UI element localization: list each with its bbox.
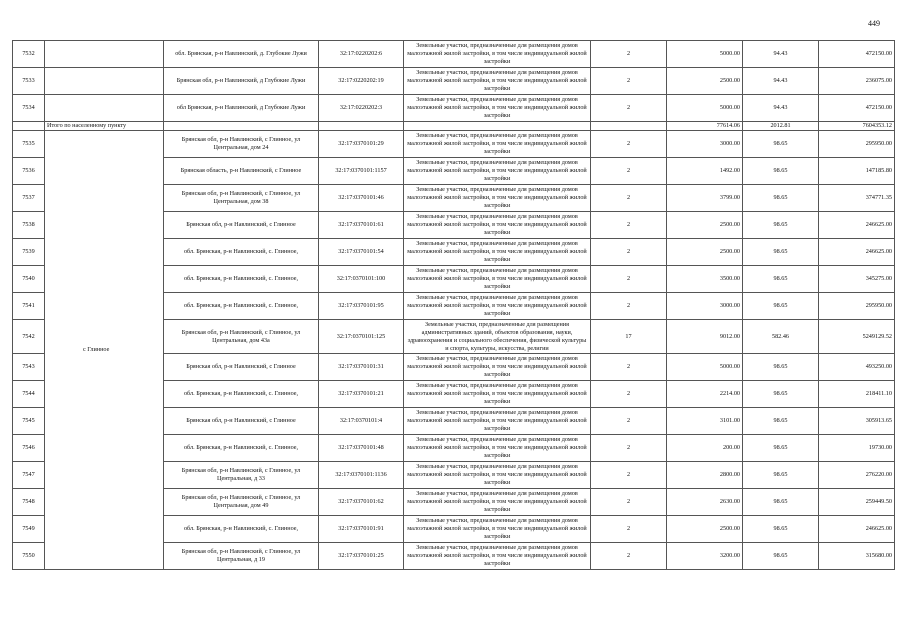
land-use-cell: Земельные участки, предназначенные для размещения домов малоэтажной жилой застройки, в том числе индивидуальной жилой застройки — [404, 354, 591, 381]
cadastral-number-cell: 32:17:0370101:62 — [319, 489, 404, 516]
unit-price-cell: 98.65 — [743, 131, 819, 158]
address-cell: Брянская обл, р-н Навлинский, с Глинное — [164, 354, 319, 381]
use-code-cell: 2 — [591, 185, 667, 212]
land-use-cell: Земельные участки, предназначенные для размещения домов малоэтажной жилой застройки, в том числе индивидуальной жилой застройки — [404, 489, 591, 516]
cadastral-number-cell: 32:17:0370101:1157 — [319, 158, 404, 185]
locality-cell — [45, 95, 164, 122]
land-use-cell: Земельные участки, предназначенные для размещения домов малоэтажной жилой застройки, в том числе индивидуальной жилой застройки — [404, 68, 591, 95]
total-empty-cell — [404, 122, 591, 131]
cadastral-value-cell: 374771.35 — [819, 185, 895, 212]
locality-name: с Глинное — [45, 131, 164, 570]
row-number: 7541 — [13, 293, 45, 320]
land-registry-table — [12, 40, 895, 570]
address-cell: Брянская обл, р-н Навлинский, с Глинное — [164, 212, 319, 239]
use-code-cell: 2 — [591, 239, 667, 266]
area-cell: 2800.00 — [667, 462, 743, 489]
address-cell: Брянская обл, р-н Навлинский, с Глинное, ул Центральная, дом 49 — [164, 489, 319, 516]
unit-price-cell: 98.65 — [743, 266, 819, 293]
land-use-cell: Земельные участки, предназначенные для размещения домов малоэтажной жилой застройки, в том числе индивидуальной жилой застройки — [404, 239, 591, 266]
unit-price-cell: 98.65 — [743, 293, 819, 320]
page-number: 449 — [868, 19, 880, 28]
row-number: 7535 — [13, 131, 45, 158]
area-cell: 2500.00 — [667, 68, 743, 95]
unit-price-cell: 98.65 — [743, 408, 819, 435]
unit-price-cell: 94.43 — [743, 41, 819, 68]
unit-price-cell: 98.65 — [743, 354, 819, 381]
land-use-cell: Земельные участки, предназначенные для размещения домов малоэтажной жилой застройки, в том числе индивидуальной жилой застройки — [404, 158, 591, 185]
cadastral-value-cell: 295950.00 — [819, 293, 895, 320]
use-code-cell: 2 — [591, 41, 667, 68]
unit-price-cell: 98.65 — [743, 435, 819, 462]
row-number: 7548 — [13, 489, 45, 516]
cadastral-value-cell: 305913.65 — [819, 408, 895, 435]
cadastral-number-cell: 32:17:0370101:31 — [319, 354, 404, 381]
use-code-cell: 2 — [591, 462, 667, 489]
cadastral-number-cell: 32:17:0370101:125 — [319, 320, 404, 354]
unit-price-cell: 94.43 — [743, 95, 819, 122]
address-cell: Брянская обл, р-н Навлинский, д Глубокие Лужи — [164, 68, 319, 95]
cadastral-value-cell: 295950.00 — [819, 131, 895, 158]
row-number: 7538 — [13, 212, 45, 239]
land-use-cell: Земельные участки, предназначенные для размещения домов малоэтажной жилой застройки, в том числе индивидуальной жилой застройки — [404, 408, 591, 435]
cadastral-number-cell: 32:17:0370101:100 — [319, 266, 404, 293]
area-cell: 2500.00 — [667, 239, 743, 266]
land-use-cell: Земельные участки, предназначенные для размещения домов малоэтажной жилой застройки, в том числе индивидуальной жилой застройки — [404, 41, 591, 68]
area-cell: 5000.00 — [667, 41, 743, 68]
cadastral-value-cell: 246625.00 — [819, 516, 895, 543]
cadastral-number-cell: 32:17:0370101:46 — [319, 185, 404, 212]
use-code-cell: 2 — [591, 131, 667, 158]
row-number: 7550 — [13, 543, 45, 570]
row-number: 7544 — [13, 381, 45, 408]
cadastral-number-cell: 32:17:0370101:61 — [319, 212, 404, 239]
unit-price-cell: 98.65 — [743, 239, 819, 266]
area-cell: 3200.00 — [667, 543, 743, 570]
address-cell: обл Брянская, р-н Навлинский, д Глубокие Лужи — [164, 95, 319, 122]
address-cell: обл. Брянская, р-н Навлинский, с. Глинное, — [164, 516, 319, 543]
cadastral-number-cell: 32:17:0370101:21 — [319, 381, 404, 408]
area-cell: 5000.00 — [667, 354, 743, 381]
cadastral-value-cell: 218411.10 — [819, 381, 895, 408]
row-number: 7542 — [13, 320, 45, 354]
use-code-cell: 2 — [591, 266, 667, 293]
unit-price-cell: 98.65 — [743, 381, 819, 408]
cadastral-number-cell: 32:17:0220202:3 — [319, 95, 404, 122]
row-number: 7543 — [13, 354, 45, 381]
row-number: 7546 — [13, 435, 45, 462]
area-cell: 9012.00 — [667, 320, 743, 354]
area-cell: 2630.00 — [667, 489, 743, 516]
area-cell: 3799.00 — [667, 185, 743, 212]
land-use-cell: Земельные участки, предназначенные для размещения домов малоэтажной жилой застройки, в том числе индивидуальной жилой застройки — [404, 381, 591, 408]
area-cell: 2500.00 — [667, 516, 743, 543]
use-code-cell: 2 — [591, 489, 667, 516]
table-row — [13, 131, 895, 158]
cadastral-number-cell: 32:17:0220202:6 — [319, 41, 404, 68]
cadastral-number-cell: 32:17:0370101:4 — [319, 408, 404, 435]
row-number: 7549 — [13, 516, 45, 543]
unit-price-cell: 94.43 — [743, 68, 819, 95]
use-code-cell: 2 — [591, 408, 667, 435]
area-cell: 2214.00 — [667, 381, 743, 408]
use-code-cell: 17 — [591, 320, 667, 354]
land-use-cell: Земельные участки, предназначенные для размещения домов малоэтажной жилой застройки, в том числе индивидуальной жилой застройки — [404, 516, 591, 543]
cadastral-value-cell: 5249129.52 — [819, 320, 895, 354]
area-cell: 3000.00 — [667, 293, 743, 320]
cadastral-value-cell: 472150.00 — [819, 95, 895, 122]
area-cell: 3101.00 — [667, 408, 743, 435]
address-cell: обл. Брянская, р-н Навлинский, с. Глинное, — [164, 435, 319, 462]
use-code-cell: 2 — [591, 354, 667, 381]
area-cell: 3000.00 — [667, 131, 743, 158]
use-code-cell: 2 — [591, 95, 667, 122]
cadastral-number-cell: 32:17:0370101:91 — [319, 516, 404, 543]
unit-price-cell: 98.65 — [743, 489, 819, 516]
row-number: 7534 — [13, 95, 45, 122]
land-use-cell: Земельные участки, предназначенные для размещения домов малоэтажной жилой застройки, в том числе индивидуальной жилой застройки — [404, 131, 591, 158]
cadastral-value-cell: 493250.00 — [819, 354, 895, 381]
cadastral-number-cell: 32:17:0370101:95 — [319, 293, 404, 320]
address-cell: Брянская обл, р-н Навлинский, с Глинное, ул Центральная, дом 38 — [164, 185, 319, 212]
total-empty-cell — [319, 122, 404, 131]
row-number: 7539 — [13, 239, 45, 266]
land-use-cell: Земельные участки, предназначенные для размещения домов малоэтажной жилой застройки, в том числе индивидуальной жилой застройки — [404, 543, 591, 570]
cadastral-value-cell: 259449.50 — [819, 489, 895, 516]
table-row — [13, 95, 895, 122]
cadastral-value-cell: 315680.00 — [819, 543, 895, 570]
use-code-cell: 2 — [591, 516, 667, 543]
use-code-cell: 2 — [591, 543, 667, 570]
area-cell: 3500.00 — [667, 266, 743, 293]
use-code-cell: 2 — [591, 212, 667, 239]
address-cell: обл. Брянская, р-н Навлинский, с. Глинное, — [164, 381, 319, 408]
row-number: 7532 — [13, 41, 45, 68]
unit-price-cell: 98.65 — [743, 462, 819, 489]
area-cell: 1492.00 — [667, 158, 743, 185]
use-code-cell: 2 — [591, 293, 667, 320]
cadastral-value-cell: 19730.00 — [819, 435, 895, 462]
unit-price-cell: 98.65 — [743, 543, 819, 570]
land-use-cell: Земельные участки, предназначенные для размещения домов малоэтажной жилой застройки, в том числе индивидуальной жилой застройки — [404, 185, 591, 212]
cadastral-value-cell: 472150.00 — [819, 41, 895, 68]
land-use-cell: Земельные участки, предназначенные для размещения домов малоэтажной жилой застройки, в том числе индивидуальной жилой застройки — [404, 212, 591, 239]
cadastral-value-cell: 236075.00 — [819, 68, 895, 95]
cadastral-value-cell: 246625.00 — [819, 239, 895, 266]
locality-cell — [45, 41, 164, 68]
address-cell: Брянская обл, р-н Навлинский, с Глинное, ул Центральная, д 33 — [164, 462, 319, 489]
address-cell: Брянская область, р-н Навлинский, с Глинное — [164, 158, 319, 185]
cadastral-value-cell: 345275.00 — [819, 266, 895, 293]
total-price: 2012.81 — [743, 122, 819, 131]
table-row — [13, 41, 895, 68]
unit-price-cell: 98.65 — [743, 158, 819, 185]
land-use-cell: Земельные участки, предназначенные для размещения домов малоэтажной жилой застройки, в том числе индивидуальной жилой застройки — [404, 462, 591, 489]
cadastral-number-cell: 32:17:0370101:25 — [319, 543, 404, 570]
use-code-cell: 2 — [591, 435, 667, 462]
cadastral-value-cell: 147185.80 — [819, 158, 895, 185]
use-code-cell: 2 — [591, 381, 667, 408]
area-cell: 2500.00 — [667, 212, 743, 239]
unit-price-cell: 98.65 — [743, 185, 819, 212]
cadastral-value-cell: 246625.00 — [819, 212, 895, 239]
unit-price-cell: 98.65 — [743, 516, 819, 543]
locality-cell — [45, 68, 164, 95]
address-cell: обл. Брянская, р-н Навлинский, с. Глинное, — [164, 266, 319, 293]
total-empty-cell — [13, 122, 45, 131]
row-number: 7537 — [13, 185, 45, 212]
address-cell: Брянская обл, р-н Навлинский, с Глинное, ул Центральная, дом 43а — [164, 320, 319, 354]
use-code-cell: 2 — [591, 158, 667, 185]
land-use-cell: Земельные участки, предназначенные для размещения домов малоэтажной жилой застройки, в том числе индивидуальной жилой застройки — [404, 95, 591, 122]
address-cell: Брянская обл, р-н Навлинский, с Глинное, ул Центральная, дом 24 — [164, 131, 319, 158]
address-cell: обл. Брянская, р-н Навлинский, д. Глубокие Лужи — [164, 41, 319, 68]
locality-total-row — [13, 122, 895, 131]
row-number: 7533 — [13, 68, 45, 95]
address-cell: обл. Брянская, р-н Навлинский, с. Глинное, — [164, 293, 319, 320]
cadastral-value-cell: 276220.00 — [819, 462, 895, 489]
area-cell: 5000.00 — [667, 95, 743, 122]
cadastral-number-cell: 32:17:0370101:1136 — [319, 462, 404, 489]
row-number: 7536 — [13, 158, 45, 185]
total-label: Итого по населенному пункту — [45, 122, 164, 131]
total-empty-cell — [591, 122, 667, 131]
total-area: 77614.06 — [667, 122, 743, 131]
land-use-cell: Земельные участки, предназначенные для размещения домов малоэтажной жилой застройки, в том числе индивидуальной жилой застройки — [404, 435, 591, 462]
cadastral-number-cell: 32:17:0370101:48 — [319, 435, 404, 462]
unit-price-cell: 582.46 — [743, 320, 819, 354]
area-cell: 200.00 — [667, 435, 743, 462]
total-empty-cell — [164, 122, 319, 131]
total-value: 7604353.12 — [819, 122, 895, 131]
cadastral-number-cell: 32:17:0220202:19 — [319, 68, 404, 95]
land-use-cell: Земельные участки, предназначенные для размещения домов малоэтажной жилой застройки, в том числе индивидуальной жилой застройки — [404, 266, 591, 293]
address-cell: Брянская обл, р-н Навлинский, с Глинное — [164, 408, 319, 435]
address-cell: Брянская обл, р-н Навлинский, с Глинное, ул Центральная, д 19 — [164, 543, 319, 570]
row-number: 7547 — [13, 462, 45, 489]
row-number: 7540 — [13, 266, 45, 293]
address-cell: обл. Брянская, р-н Навлинский, с. Глинное, — [164, 239, 319, 266]
row-number: 7545 — [13, 408, 45, 435]
unit-price-cell: 98.65 — [743, 212, 819, 239]
table-row — [13, 68, 895, 95]
land-use-cell: Земельные участки, предназначенные для размещения административных зданий, объектов образования, науки, здравоохранения и социального обеспечения, физической культуры и спорта, культуры, искусства, религии — [404, 320, 591, 354]
use-code-cell: 2 — [591, 68, 667, 95]
land-use-cell: Земельные участки, предназначенные для размещения домов малоэтажной жилой застройки, в том числе индивидуальной жилой застройки — [404, 293, 591, 320]
cadastral-number-cell: 32:17:0370101:29 — [319, 131, 404, 158]
cadastral-number-cell: 32:17:0370101:54 — [319, 239, 404, 266]
registry-body — [13, 41, 895, 570]
